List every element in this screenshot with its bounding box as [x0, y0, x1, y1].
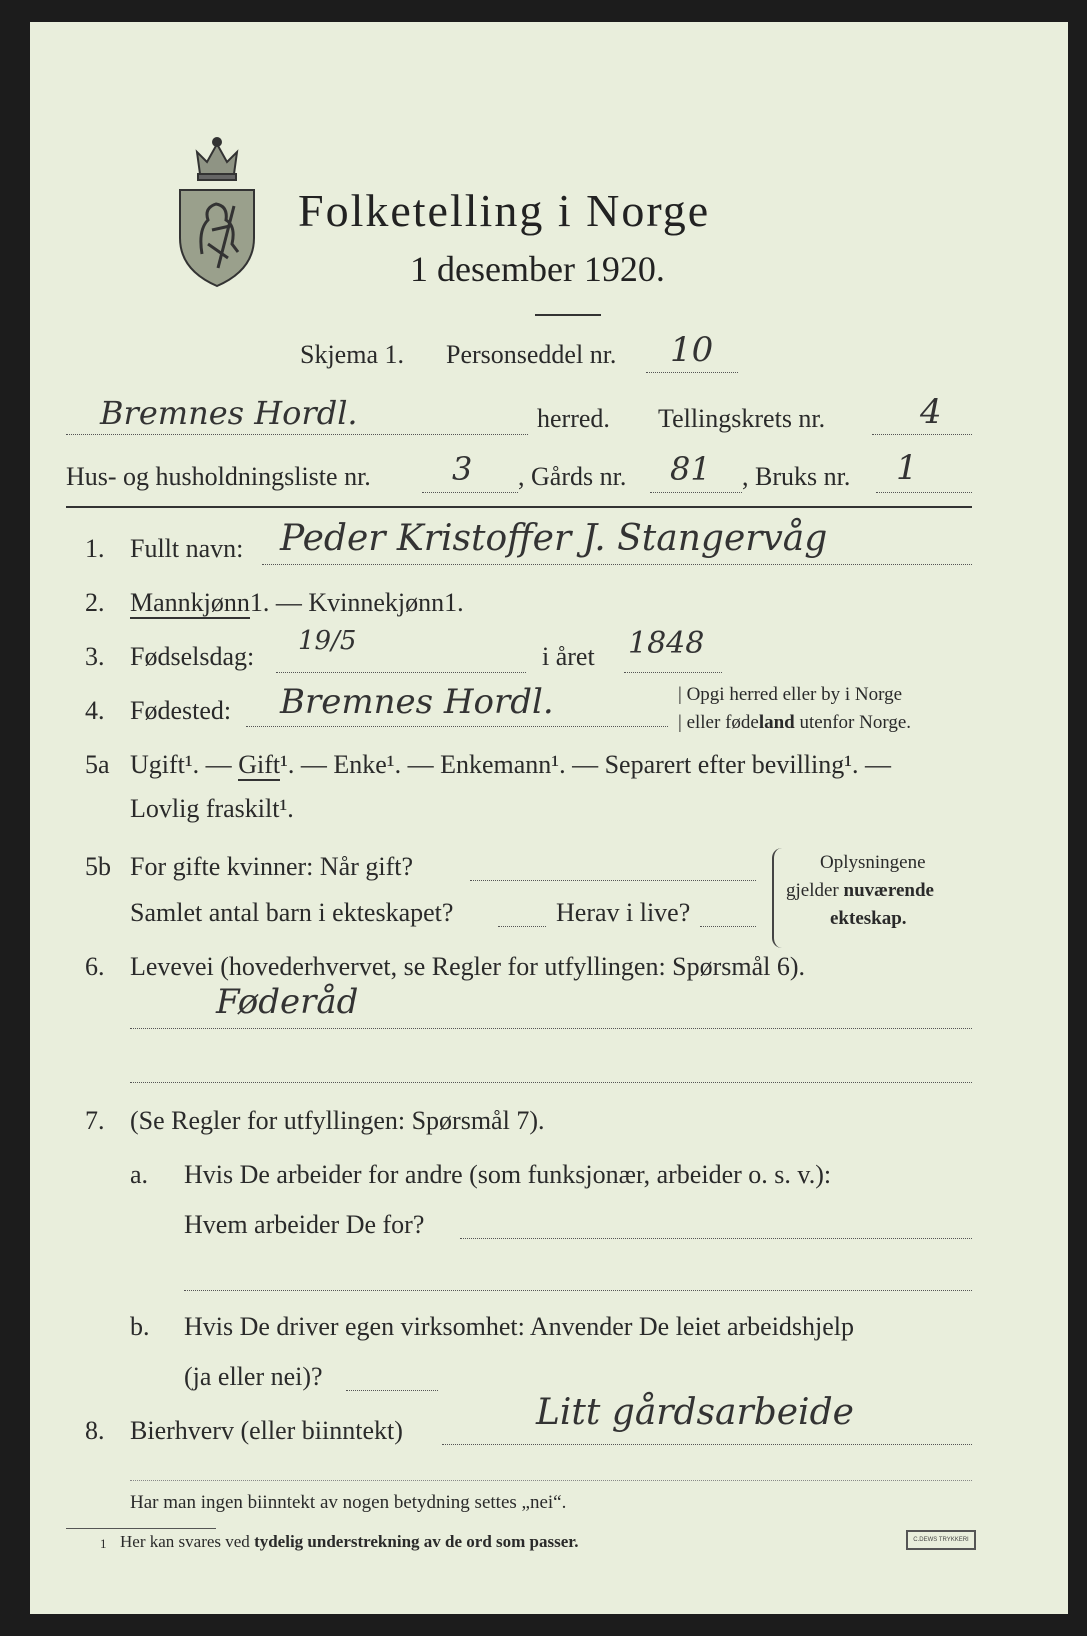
- personseddel-value[interactable]: 10: [670, 330, 714, 370]
- q7a-line-2[interactable]: [184, 1290, 972, 1291]
- q7-label: (Se Regler for utfyllingen: Spørsmål 7).: [130, 1106, 545, 1135]
- q1-number: 1.: [85, 534, 105, 563]
- bruks-line: [876, 492, 972, 493]
- q5b-alive-line[interactable]: [700, 926, 756, 927]
- q6-line-2[interactable]: [130, 1082, 972, 1083]
- q5b-label-3: Herav i live?: [556, 898, 691, 927]
- q7b-letter: b.: [130, 1312, 150, 1341]
- personseddel-label: Personseddel nr.: [446, 340, 617, 369]
- q3-number: 3.: [85, 642, 105, 671]
- tellingskrets-value[interactable]: 4: [920, 392, 942, 432]
- bruks-value[interactable]: 1: [896, 448, 918, 488]
- q3-label: Fødselsdag:: [130, 642, 255, 671]
- q8-line-2: [130, 1480, 972, 1481]
- tellingskrets-line: [872, 434, 972, 435]
- q1-line: [262, 564, 972, 565]
- q7a-label-2: Hvem arbeider De for?: [184, 1210, 425, 1239]
- q1-label: Fullt navn:: [130, 534, 244, 563]
- q7b-label-2: (ja eller nei)?: [184, 1362, 323, 1391]
- title-divider: [535, 314, 601, 316]
- footnote-text: Her kan svares ved tydelig understrekning av de ord som passer.: [120, 1532, 579, 1551]
- footnote-number: 1: [100, 1536, 107, 1551]
- q5a-options: Ugift¹. — Gift¹. — Enke¹. — Enkemann¹. — Separert efter bevilling¹. —: [130, 750, 892, 779]
- q4-note-2: | eller fødeland utenfor Norge.: [678, 712, 912, 733]
- q4-line: [246, 726, 668, 727]
- q6-number: 6.: [85, 952, 105, 981]
- hus-line: [422, 492, 518, 493]
- gards-value[interactable]: 81: [670, 450, 711, 488]
- occupation-value[interactable]: Føderåd: [216, 982, 359, 1022]
- personseddel-line: [646, 372, 738, 373]
- herred-line: [66, 434, 528, 435]
- q5b-label-1: For gifte kvinner: Når gift?: [130, 852, 414, 881]
- birthday-value[interactable]: 19/5: [298, 626, 357, 656]
- female-option[interactable]: Kvinnekjønn: [308, 588, 445, 617]
- q7a-label-1: Hvis De arbeider for andre (som funksjonær, arbeider o. s. v.):: [184, 1160, 832, 1189]
- q5b-label-2: Samlet antal barn i ekteskapet?: [130, 898, 454, 927]
- footnote-divider: [66, 1528, 216, 1529]
- norwegian-coat-of-arms-icon: [172, 134, 262, 290]
- q8-line: [442, 1444, 972, 1445]
- bruks-label: , Bruks nr.: [742, 462, 851, 491]
- note-no-income: Har man ingen biinntekt av nogen betydning settes „nei“.: [130, 1492, 567, 1513]
- full-name-value[interactable]: Peder Kristoffer J. Stangervåg: [280, 518, 828, 559]
- q7-number: 7.: [85, 1106, 105, 1135]
- form-title: Folketelling i Norge: [298, 185, 711, 236]
- tellingskrets-label: Tellingskrets nr.: [658, 404, 826, 433]
- q4-label: Fødested:: [130, 696, 232, 725]
- q5a-options-2: Lovlig fraskilt¹.: [130, 794, 294, 823]
- form-date: 1 desember 1920.: [410, 249, 665, 289]
- q4-note-1: | Opgi herred eller by i Norge: [678, 684, 903, 705]
- hus-value[interactable]: 3: [452, 450, 473, 488]
- bleed-through-text: [190, 102, 194, 120]
- q5b-brace: [772, 848, 784, 948]
- q8-label: Bierhverv (eller biinntekt): [130, 1416, 403, 1445]
- q7a-line-1[interactable]: [460, 1238, 972, 1239]
- q8-number: 8.: [85, 1416, 105, 1445]
- gards-line: [650, 492, 742, 493]
- q2-text: Mannkjønn1. — Kvinnekjønn1.: [130, 588, 464, 617]
- q7b-label-1: Hvis De driver egen virksomhet: Anvender De leiet arbeidshjelp: [184, 1312, 855, 1341]
- q5a-number: 5a: [85, 750, 110, 779]
- q6-line-1: [130, 1028, 972, 1029]
- herred-label: herred.: [537, 404, 610, 433]
- q3-line: [276, 672, 526, 673]
- married-option[interactable]: Gift: [238, 750, 281, 779]
- herred-value[interactable]: Bremnes Hordl.: [100, 394, 358, 432]
- birth-year-value[interactable]: 1848: [628, 626, 705, 661]
- side-income-value[interactable]: Litt gårdsarbeide: [536, 1392, 854, 1433]
- hus-label: Hus- og husholdningsliste nr.: [66, 462, 371, 491]
- q4-number: 4.: [85, 696, 105, 725]
- header-divider: [66, 506, 972, 508]
- q5b-married-line[interactable]: [470, 880, 756, 881]
- printer-stamp: C.DEWS TRYKKERI: [906, 1530, 976, 1550]
- q5b-number: 5b: [85, 852, 111, 881]
- q3-year-line: [624, 672, 722, 673]
- census-form-page: [30, 22, 1068, 1614]
- q6-label: Levevei (hovederhvervet, se Regler for utfyllingen: Spørsmål 6).: [130, 952, 806, 981]
- q3-year-label: i året: [542, 642, 595, 671]
- birthplace-value[interactable]: Bremnes Hordl.: [280, 682, 554, 722]
- q5b-children-line[interactable]: [498, 926, 546, 927]
- q5b-note-1: Oplysningene: [820, 852, 926, 873]
- q7b-line[interactable]: [346, 1390, 438, 1391]
- q2-number: 2.: [85, 588, 105, 617]
- q5b-note-2: gjelder nuværende: [786, 880, 934, 901]
- schema-label: Skjema 1.: [300, 340, 404, 369]
- male-option[interactable]: Mannkjønn: [130, 588, 250, 617]
- q7a-letter: a.: [130, 1160, 149, 1189]
- q5b-note-3: ekteskap.: [830, 908, 907, 929]
- gards-label: , Gårds nr.: [518, 462, 627, 491]
